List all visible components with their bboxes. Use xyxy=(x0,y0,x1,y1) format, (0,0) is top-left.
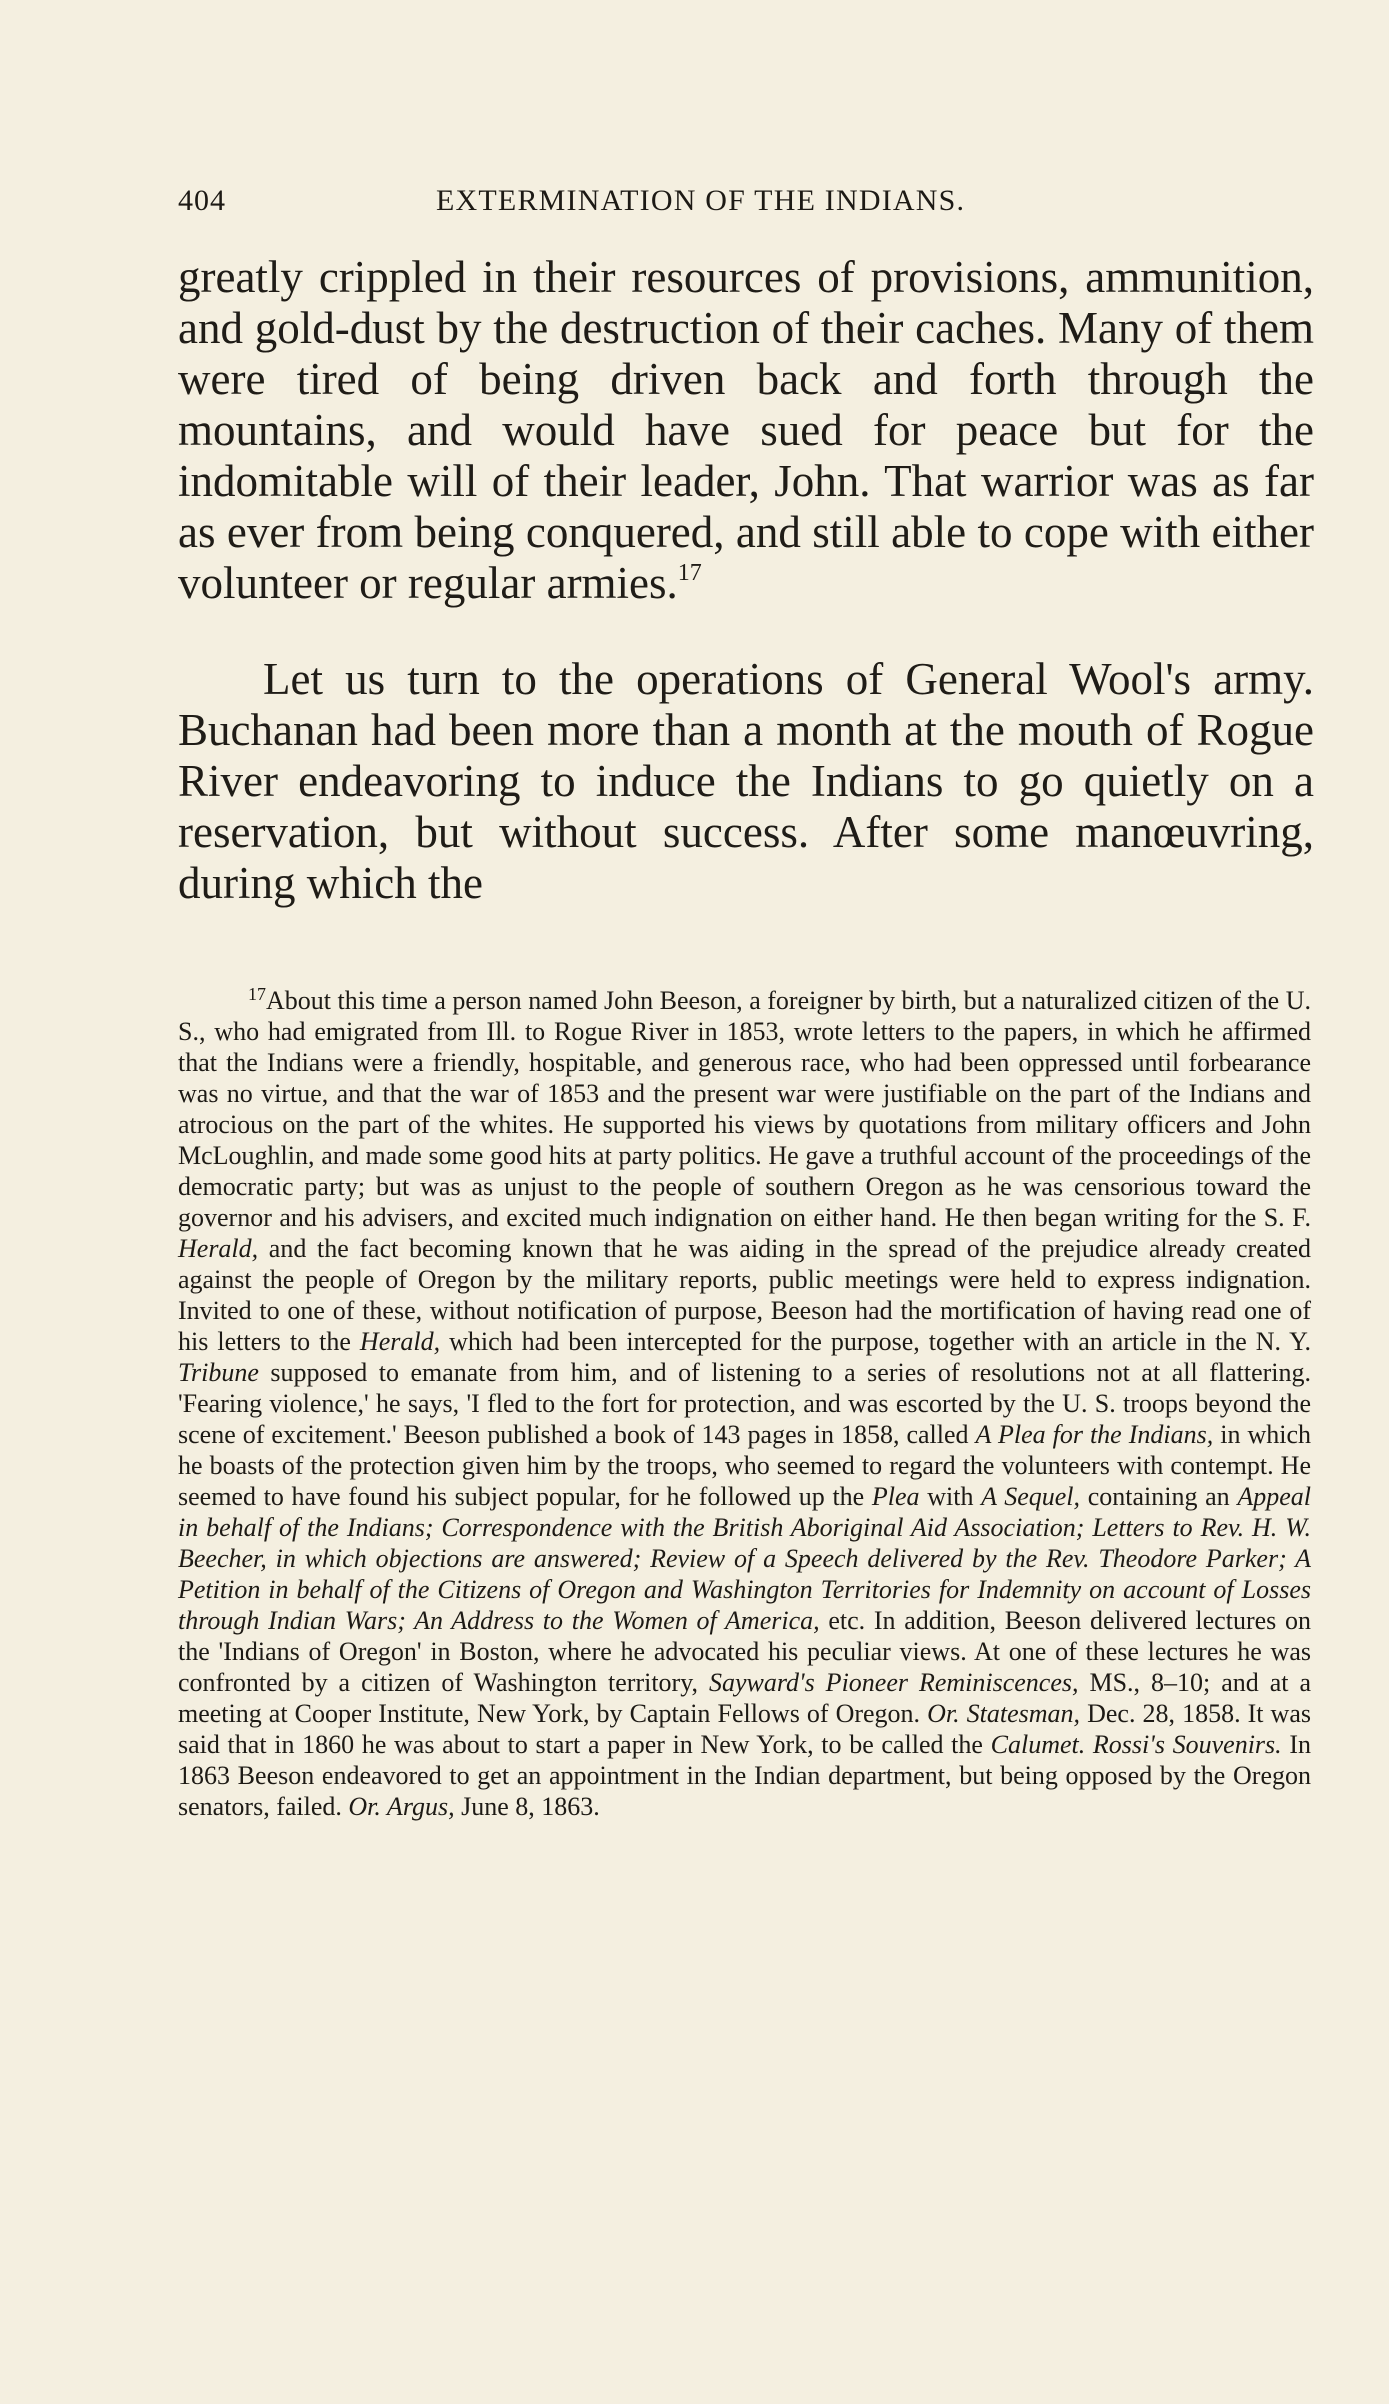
citation-title: Sayward's Pioneer Reminiscences, xyxy=(709,1668,1079,1697)
footnote-text: MS., 8–10; and at a meeting at Cooper Institute, New York, by Captain Fellows of Oregon. xyxy=(178,1668,1311,1728)
footnote-text: About this time a person named John Beeson, a foreigner by birth, but a naturalized citizen of the U. S., who had emigrated from Ill. to Rogue River in 1853, wrote letters to the papers, in which he affirmed that the Indians were a friendly, hospitable, and generous race, who had been oppressed until forbearance was no virtue, and that the war of 1853 and the present war were justifiable on the part of the Indians and atrocious on the part of the whites. He supported his views by quotations from military officers and John McLoughlin, and made some good hits at party politics. He gave a truthful account of the proceedings of the democratic party; but was as unjust to the people of southern Oregon as he was censorious toward the governor and his advisers, and excited much indignation on either hand. He then began writing for the S. F. xyxy=(178,986,1311,1232)
citation-title: Tribune xyxy=(178,1358,259,1387)
citation-title: Plea xyxy=(871,1482,920,1511)
main-text xyxy=(178,252,1314,909)
footnote-text: containing an xyxy=(1080,1482,1238,1511)
running-header xyxy=(178,184,1238,224)
footnote-text: June 8, 1863. xyxy=(454,1792,600,1821)
paragraph-1 xyxy=(178,252,1314,609)
footnote-reference: 17 xyxy=(677,560,702,586)
citation-title: Herald, xyxy=(359,1327,441,1356)
footnote-text: which had been intercepted for the purpose, together with an article in the N. Y. xyxy=(440,1327,1311,1356)
citation-title: Calumet. Rossi's Souvenirs. xyxy=(990,1730,1282,1759)
footnote-text: In 1863 Beeson endeavored to get an appointment in the Indian department, but being opposed by the Oregon senators, failed. xyxy=(178,1730,1311,1821)
footnote-text: Dec. 28, 1858. It was said that in 1860 he was about to start a paper in New York, to be called the xyxy=(178,1699,1311,1759)
footnote-text: etc. In addition, Beeson delivered lectures on the 'Indians of Oregon' in Boston, where he advocated his peculiar views. At one of these lectures he was confronted by a citizen of Washington territory, xyxy=(178,1606,1311,1697)
citation-title: Or. Argus, xyxy=(348,1792,455,1821)
footnote-text: supposed to emanate from him, and of listening to a series of resolutions not at all flattering. 'Fearing violence,' he says, 'I fled to the fort for protection, and was escorted by the U. S. troops beyond the scene of excitement.' Beeson published a book of 143 pages in 1858, called xyxy=(178,1358,1311,1449)
footnote-text: and the fact becoming known that he was aiding in the spread of the prejudice already created against the people of Oregon by the military reports, public meetings were held to express indignation. Invited to one of these, without notification of purpose, Beeson had the mortification of having read one of his letters to the xyxy=(178,1234,1311,1356)
paragraph-2 xyxy=(178,654,1314,909)
paragraph-2-text: Let us turn to the operations of General Wool's army. Buchanan had been more than a month at the mouth of Rogue River endeavoring to induce the Indians to go quietly on a reservation, but without success. After some manœuvring, during which the xyxy=(178,654,1314,908)
citation-title: Or. Statesman, xyxy=(927,1699,1081,1728)
citation-title: Appeal in behalf of the Indians; Correspondence with the British Aboriginal Aid Association; Letters to Rev. H. W. Beecher, in which objections are answered; Review of a Speech delivered by the Rev. Theodore Parker; A Petition in behalf of the Citizens of Oregon and Washington Territories for Indemnity on account of Losses through Indian Wars; An Address to the Women of America, xyxy=(178,1482,1311,1635)
footnote-mark: 17 xyxy=(248,984,266,1004)
footnote-text: with xyxy=(919,1482,982,1511)
citation-title: Herald, xyxy=(178,1234,259,1263)
footnote-17 xyxy=(178,985,1311,1822)
running-title: EXTERMINATION OF THE INDIANS. xyxy=(436,184,966,217)
paragraph-1-text: greatly crippled in their resources of provisions, ammunition, and gold-dust by the destruction of their caches. Many of them were tired of being driven back and forth through the mountains, and would have sued for peace but for the indomitable will of their leader, John. That warrior was as far as ever from being conquered, and still able to cope with either volunteer or regular armies. xyxy=(178,252,1314,608)
footnote-text: in which he boasts of the protection given him by the troops, who seemed to regard the volunteers with contempt. He seemed to have found his subject popular, for he followed up the xyxy=(178,1420,1312,1511)
citation-title: A Plea for the Indians, xyxy=(975,1420,1214,1449)
citation-title: A Sequel, xyxy=(981,1482,1081,1511)
page-number: 404 xyxy=(178,184,226,217)
